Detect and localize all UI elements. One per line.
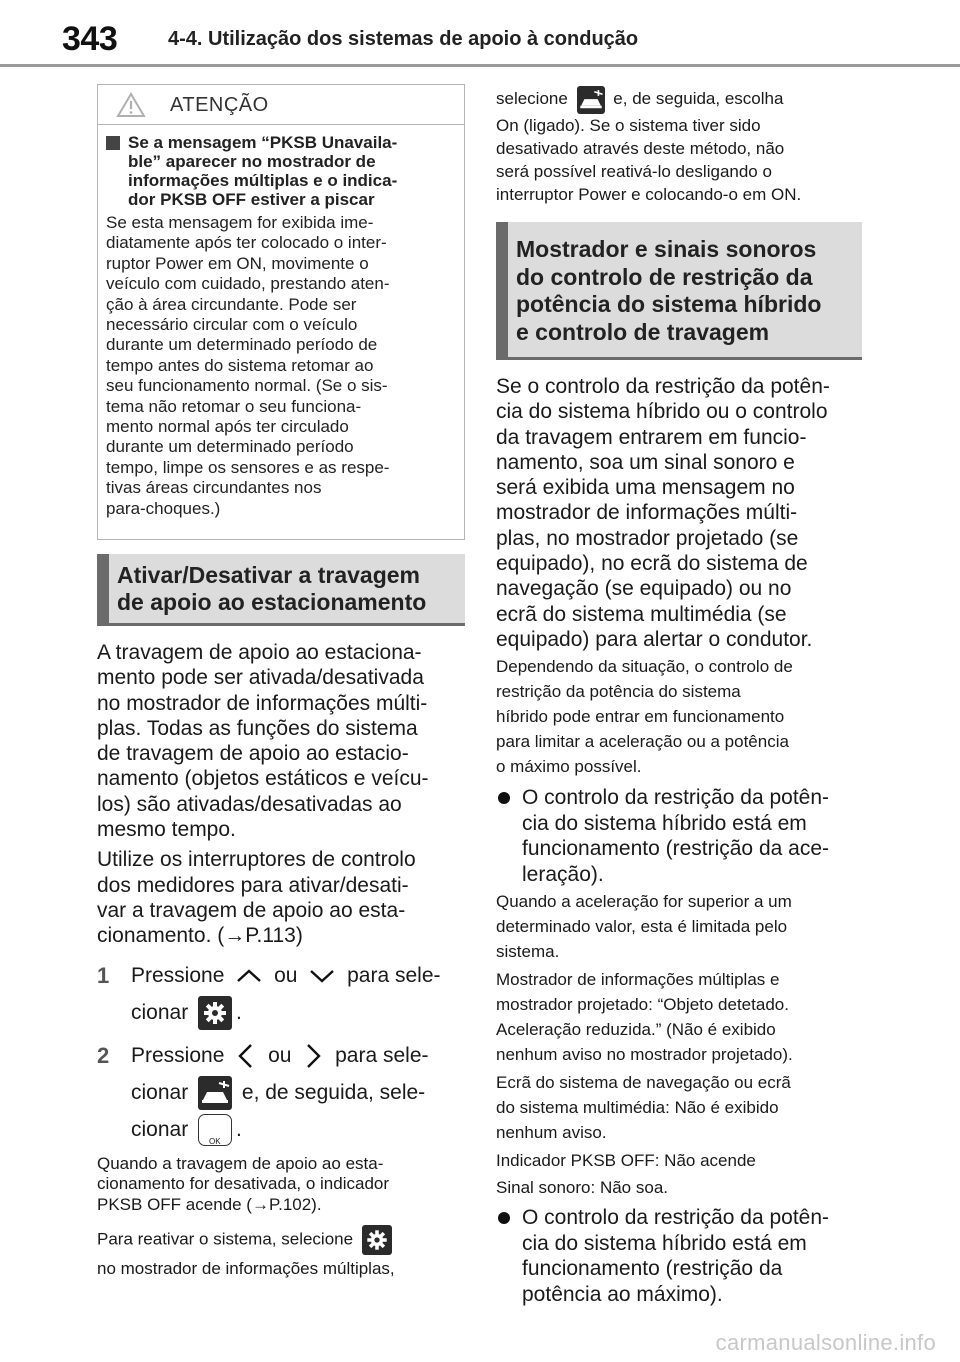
settings-gear-icon bbox=[198, 996, 232, 1030]
step-1: 1 Pressione ou para sele- cionar . bbox=[97, 957, 465, 1031]
paragraph-intro: A travagem de apoio ao estaciona- mento pode ser ativada/desativada no mostrador de informações múlti- plas. Todas as funções do sistema de travagem de apoio ao estacio- namento (objetos estáticos e veícu- los) são ativadas/desativadas ao mesmo tempo. bbox=[97, 641, 429, 842]
note-reactivate-lines: On (ligado). Se o sistema tiver sido desativado através deste método, não será possível reativá-lo desligando o interruptor Power e colocando-o em ON. bbox=[496, 116, 802, 204]
section-title: 4-4. Utilização dos sistemas de apoio à condução bbox=[168, 28, 639, 50]
vehicle-assist-icon bbox=[198, 1076, 232, 1110]
vehicle-assist-icon bbox=[577, 86, 605, 114]
ok-button-icon: OK bbox=[198, 1114, 232, 1146]
section-heading-activate: Ativar/Desativar a travagem de apoio ao estacionamento bbox=[97, 554, 465, 626]
note-indicator: Indicador PKSB OFF: Não acende bbox=[496, 1151, 756, 1171]
step-number: 1 bbox=[97, 962, 110, 988]
round-bullet-icon bbox=[498, 792, 510, 804]
page-header bbox=[0, 0, 960, 70]
warning-triangle-icon bbox=[116, 92, 146, 118]
settings-gear-icon bbox=[362, 1225, 392, 1255]
chevron-up-icon bbox=[234, 966, 264, 986]
note-buzzer: Sinal sonoro: Não soa. bbox=[496, 1178, 668, 1198]
paragraph-controls: Utilize os interruptores de controlo dos medidores para ativar/desati- var a travagem de apoio ao esta- cionamento. (→P.113) bbox=[97, 848, 416, 948]
paragraph-alert: Se o controlo da restrição da potên- cia do sistema híbrido ou o controlo da travagem entrarem em funcio- namento, soa um sinal sonoro e será exibida uma mensagem no mostrador de informações múlti- plas, no mostrador projetado (se equipado), no ecrã do sistema de navegação (se equipado) ou no ecrã do sistema multimédia (se equipado) para alertar o condutor. bbox=[496, 375, 830, 651]
watermark: carmanualsonline.info bbox=[715, 1330, 936, 1355]
note-acceleration: Quando a aceleração for superior a um determinado valor, esta é limitada pelo sistema. bbox=[496, 892, 792, 962]
chevron-down-icon bbox=[307, 966, 337, 986]
chevron-left-icon bbox=[234, 1042, 258, 1070]
step-2: 2 Pressione ou para sele- cionar e, de seguida, sele- cionar OK . bbox=[97, 1037, 465, 1148]
page-number: 343 bbox=[62, 20, 118, 58]
warning-header bbox=[98, 85, 464, 125]
warning-subtitle: Se a mensagem “PKSB Unavaila- ble” aparecer no mostrador de informações múltiplas e o indica- dor PKSB OFF estiver a piscar bbox=[106, 133, 454, 209]
note-navigation-screen: Ecrã do sistema de navegação ou ecrã do sistema multimédia: Não é exibido nenhum aviso. bbox=[496, 1073, 791, 1143]
round-bullet-icon bbox=[498, 1212, 510, 1224]
section-heading-display: Mostrador e sinais sonoros do controlo de restrição da potência do sistema híbrido e controlo de travagem bbox=[496, 222, 862, 360]
bullet-power-restriction: O controlo da restrição da potên- cia do sistema híbrido está em funcionamento (restrição da potência ao máximo). bbox=[496, 1205, 868, 1307]
note-display-message: Mostrador de informações múltiplas e mostrador projetado: “Objeto detetado. Aceleração reduzida.” (Não é exibido nenhum aviso no mostrador projetado). bbox=[496, 970, 793, 1065]
note-reactivate-continued: selecione e, de seguida, escolha bbox=[496, 84, 868, 114]
warning-title: ATENÇÃO bbox=[170, 94, 269, 116]
bullet-acceleration-restriction: O controlo da restrição da potên- cia do sistema híbrido está em funcionamento (restrição da ace- leração). bbox=[496, 785, 868, 887]
note-reactivate: Para reativar o sistema, selecione no mostrador de informações múltiplas, bbox=[97, 1225, 465, 1283]
left-column bbox=[97, 84, 465, 1283]
header-divider bbox=[0, 64, 960, 67]
warning-box bbox=[97, 84, 465, 540]
warning-body bbox=[98, 125, 464, 519]
right-column bbox=[496, 84, 868, 1307]
chevron-right-icon bbox=[301, 1042, 325, 1070]
note-deactivated: Quando a travagem de apoio ao esta- cionamento for desativada, o indicador PKSB OFF acende (→P.102). bbox=[97, 1153, 390, 1214]
step-number: 2 bbox=[97, 1042, 110, 1068]
note-situation: Dependendo da situação, o controlo de restrição da potência do sistema híbrido pode entrar em funcionamento para limitar a aceleração ou a potência o máximo possível. bbox=[496, 657, 793, 777]
warning-text: Se esta mensagem for exibida ime- diatamente após ter colocado o inter- ruptor Power em ON, movimente o veículo com cuidado, prestando aten- ção à área circundante. Pode ser necessário circular com o veículo durante um determinado período de tempo antes do sistema retomar ao seu funcionamento normal. (Se o sis- tema não retomar o seu funciona- mento normal após ter circulado durante um determinado período tempo, limpe os sensores e as respe- tivas áreas circundantes nos para-choques.) bbox=[106, 213, 390, 518]
square-bullet-icon bbox=[106, 136, 120, 150]
